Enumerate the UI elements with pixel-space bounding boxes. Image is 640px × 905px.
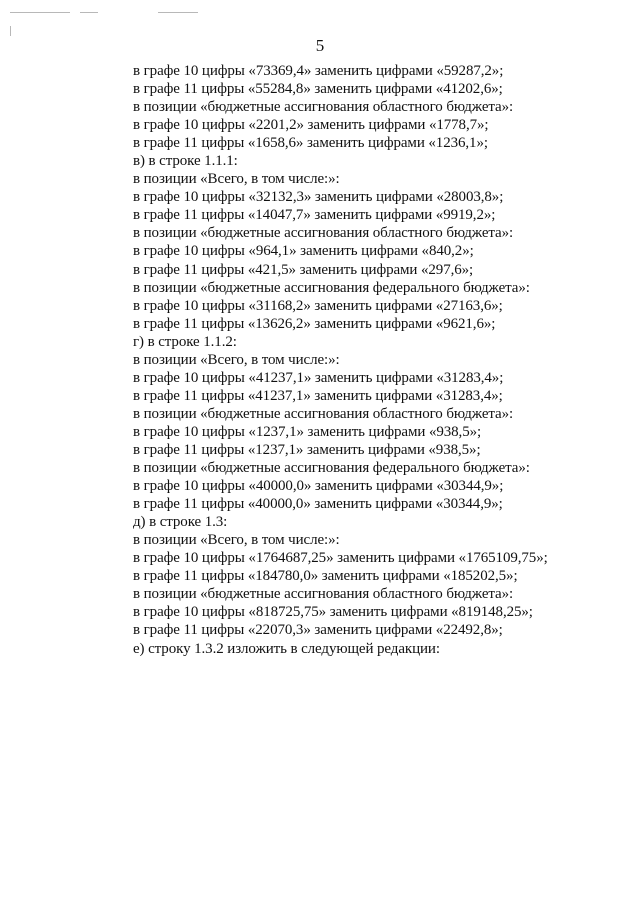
text-line: в графе 11 цифры «1237,1» заменить цифрами «938,5»;	[133, 441, 481, 458]
text-line: е) строку 1.3.2 изложить в следующей редакции:	[133, 640, 440, 657]
text-line: в позиции «Всего, в том числе:»:	[133, 171, 340, 188]
text-line: в графе 11 цифры «40000,0» заменить цифрами «30344,9»;	[133, 496, 503, 513]
text-line: в графе 10 цифры «818725,75» заменить цифрами «819148,25»;	[133, 604, 533, 621]
text-line: в графе 10 цифры «41237,1» заменить цифрами «31283,4»;	[133, 369, 504, 386]
text-line: в графе 10 цифры «31168,2» заменить цифрами «27163,6»;	[133, 297, 503, 314]
scan-artifact	[158, 12, 198, 13]
text-line: в графе 11 цифры «421,5» заменить цифрами «297,6»;	[133, 261, 474, 278]
text-line: в позиции «Всего, в том числе:»:	[133, 532, 340, 549]
text-line: в графе 10 цифры «32132,3» заменить цифрами «28003,8»;	[133, 189, 504, 206]
text-line: в графе 10 цифры «40000,0» заменить цифрами «30344,9»;	[133, 478, 504, 495]
text-line: в позиции «бюджетные ассигнования областного бюджета»:	[133, 405, 514, 422]
text-line: в графе 11 цифры «41237,1» заменить цифрами «31283,4»;	[133, 387, 503, 404]
text-line: в графе 11 цифры «184780,0» заменить цифрами «185202,5»;	[133, 568, 518, 585]
text-line: в графе 10 цифры «964,1» заменить цифрами «840,2»;	[133, 243, 474, 260]
text-line: в графе 10 цифры «73369,4» заменить цифрами «59287,2»;	[133, 63, 504, 79]
scan-artifact	[10, 12, 70, 13]
text-line: в позиции «бюджетные ассигнования федерального бюджета»:	[133, 279, 530, 296]
amendment-text	[133, 62, 623, 658]
text-line: в графе 11 цифры «1658,6» заменить цифрами «1236,1»;	[133, 135, 488, 152]
text-line: г) в строке 1.1.2:	[133, 333, 237, 350]
text-line: в позиции «бюджетные ассигнования областного бюджета»:	[133, 586, 514, 603]
scan-artifact	[10, 26, 11, 36]
text-line: в позиции «Всего, в том числе:»:	[133, 351, 340, 368]
text-line: в графе 11 цифры «14047,7» заменить цифрами «9919,2»;	[133, 207, 496, 224]
text-line: в позиции «бюджетные ассигнования областного бюджета»:	[133, 99, 514, 116]
text-line: в графе 11 цифры «55284,8» заменить цифрами «41202,6»;	[133, 81, 503, 98]
text-line: в позиции «бюджетные ассигнования областного бюджета»:	[133, 225, 514, 242]
text-line: в) в строке 1.1.1:	[133, 153, 238, 170]
text-line: д) в строке 1.3:	[133, 514, 228, 531]
text-line: в позиции «бюджетные ассигнования федерального бюджета»:	[133, 460, 530, 477]
page-number: 5	[315, 36, 325, 55]
scan-artifact	[80, 12, 98, 13]
text-line: в графе 10 цифры «1237,1» заменить цифрами «938,5»;	[133, 423, 482, 440]
text-line: в графе 10 цифры «2201,2» заменить цифрами «1778,7»;	[133, 117, 489, 134]
text-line: в графе 10 цифры «1764687,25» заменить цифрами «1765109,75»;	[133, 550, 548, 567]
text-line: в графе 11 цифры «13626,2» заменить цифрами «9621,6»;	[133, 315, 496, 332]
text-line: в графе 11 цифры «22070,3» заменить цифрами «22492,8»;	[133, 622, 503, 639]
